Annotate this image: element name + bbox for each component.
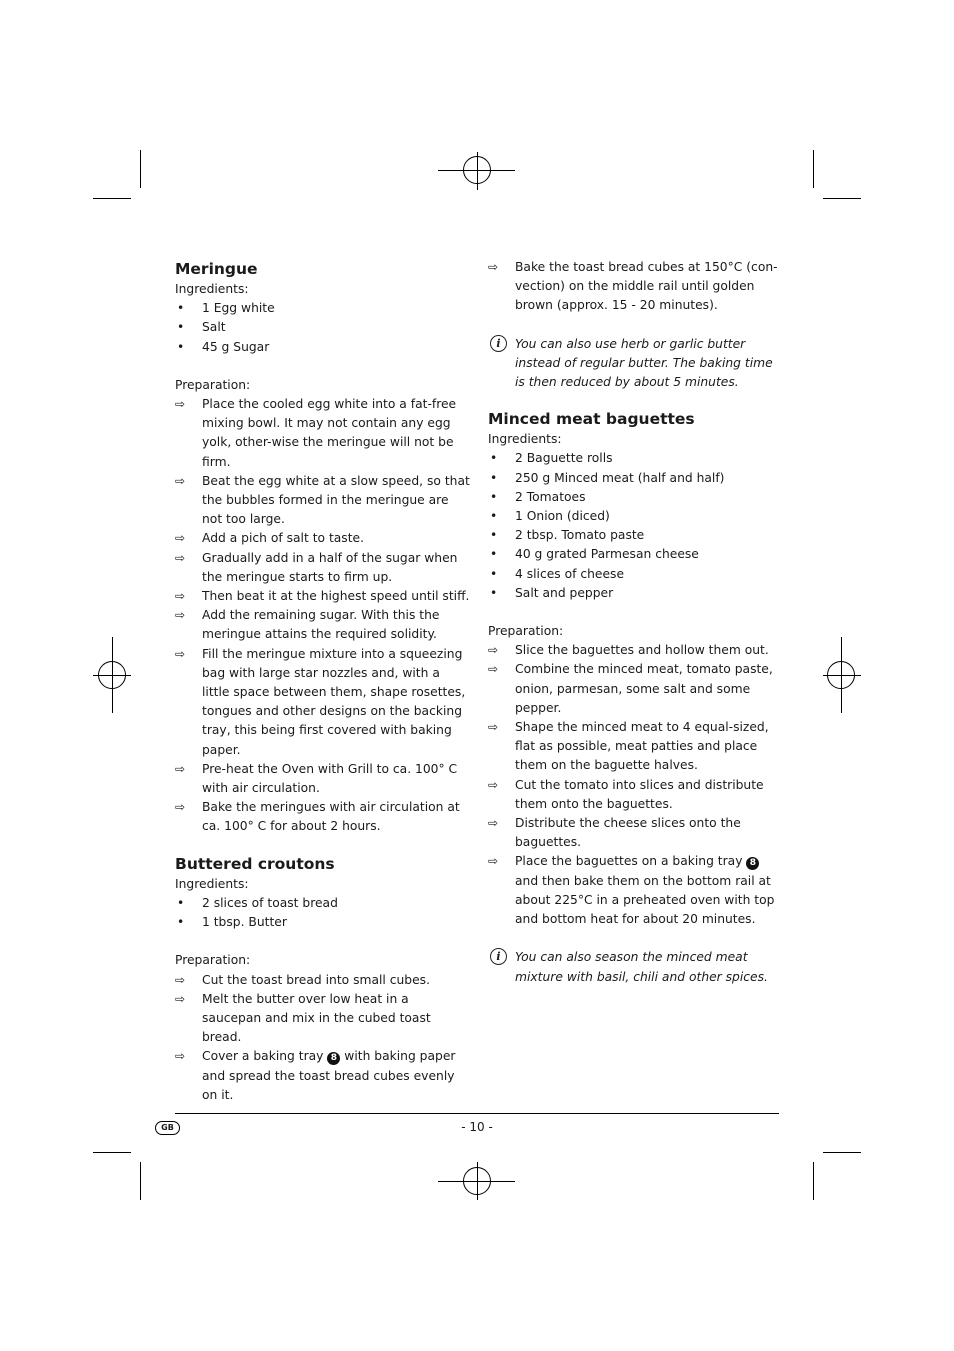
ingredients-label: Ingredients: — [175, 876, 249, 891]
step-item: ⇨ Gradually add in a half of the sugar when the meringue starts to firm up. — [175, 550, 458, 584]
step-item: ⇨ Fill the meringue mixture into a squeezing bag with large star nozzles and, with a little space between them, shape rosettes, tongues and other designs on the backing tray, this being first covered with baking paper. — [175, 646, 466, 757]
ingredients-label: Ingredients: — [175, 282, 249, 296]
list-item: • 1 tbsp. Butter — [175, 913, 470, 932]
right-column — [488, 258, 780, 987]
spacer — [175, 837, 470, 853]
spacer — [488, 392, 780, 408]
list-item: • 2 Baguette rolls — [488, 449, 780, 468]
preparation-label: Preparation: — [488, 624, 564, 639]
part-number-badge: 8 — [327, 1052, 340, 1065]
arrow-icon: ⇨ — [175, 589, 186, 604]
list-item: • 2 tbsp. Tomato paste — [488, 526, 780, 545]
step-item: ⇨ Beat the egg white at a slow speed, so that the bubbles formed in the meringue are not too large. — [175, 473, 470, 527]
arrow-icon: ⇨ — [175, 761, 186, 776]
step-item: ⇨ Melt the butter over low heat in a saucepan and mix in the cubed toast bread. — [175, 991, 431, 1045]
crop-mark — [93, 198, 131, 199]
crop-mark — [140, 150, 141, 188]
left-column — [175, 258, 470, 1105]
registration-circle — [463, 1167, 491, 1195]
info-note: i You can also use herb or garlic butter instead of regular butter. The baking time is then reduced by about 5 minutes. — [488, 335, 780, 393]
step-item: ⇨ Cut the toast bread into small cubes. — [175, 971, 470, 990]
crop-mark — [93, 1152, 131, 1153]
ingredients-list — [175, 299, 470, 357]
info-icon: i — [490, 335, 507, 352]
spacer — [175, 932, 470, 951]
ingredients-list — [488, 449, 780, 603]
info-icon: i — [490, 948, 507, 965]
spacer — [488, 929, 780, 948]
arrow-icon: ⇨ — [175, 800, 186, 815]
arrow-icon: ⇨ — [488, 854, 499, 869]
step-item: ⇨ Distribute the cheese slices onto the baguettes. — [488, 816, 741, 850]
list-item: • Salt — [175, 318, 470, 337]
arrow-icon: ⇨ — [175, 397, 186, 412]
registration-circle — [827, 661, 855, 689]
arrow-icon: ⇨ — [488, 260, 499, 274]
arrow-icon: ⇨ — [488, 643, 499, 658]
list-item: • 250 g Minced meat (half and half) — [488, 469, 780, 488]
crop-mark — [813, 150, 814, 188]
step-item: ⇨ Bake the meringues with air circulation at ca. 100° C for about 2 hours. — [175, 800, 460, 834]
step-item: ⇨ Then beat it at the highest speed until stiff. — [175, 587, 470, 606]
arrow-icon: ⇨ — [175, 991, 186, 1006]
step-item: ⇨ Slice the baguettes and hollow them out. — [488, 641, 780, 660]
crop-mark — [823, 198, 861, 199]
list-item: • 2 slices of toast bread — [175, 894, 470, 913]
step-item: ⇨ Shape the minced meat to 4 equal-sized, flat as possible, meat patties and place them on the baguette halves. — [488, 720, 769, 773]
step-item: ⇨ Pre-heat the Oven with Grill to ca. 100° C with air circulation. — [175, 761, 458, 796]
arrow-icon: ⇨ — [488, 662, 499, 677]
list-item: • 40 g grated Parmesan cheese — [488, 545, 780, 564]
registration-circle — [463, 156, 491, 184]
step-item: ⇨ Bake the toast bread cubes at 150°C (con-vection) on the middle rail until golden brown (approx. 15 - 20 minutes). — [488, 260, 778, 313]
info-note: i You can also season the minced meat mixture with basil, chili and other spices. — [488, 948, 780, 986]
list-item: • 45 g Sugar — [175, 338, 470, 357]
step-item: ⇨ Add a pich of salt to taste. — [175, 529, 470, 548]
croutons-title: Buttered croutons — [175, 854, 335, 873]
spacer — [488, 316, 780, 335]
arrow-icon: ⇨ — [175, 608, 186, 623]
list-item: • 1 Egg white — [175, 299, 470, 318]
arrow-icon: ⇨ — [488, 816, 499, 831]
arrow-icon: ⇨ — [175, 550, 186, 565]
arrow-icon: ⇨ — [175, 1049, 186, 1064]
crop-mark — [813, 1162, 814, 1200]
meringue-title: Meringue — [175, 260, 258, 278]
step-item: ⇨ Combine the minced meat, tomato paste, onion, parmesan, some salt and some pepper. — [488, 662, 773, 715]
crop-mark — [823, 1152, 861, 1153]
preparation-label: Preparation: — [175, 377, 251, 392]
step-item: ⇨ Place the cooled egg white into a fat-free mixing bowl. It may not contain any egg yolk, other-wise the meringue will not be firm. — [175, 397, 457, 469]
country-badge: GB — [155, 1121, 180, 1135]
list-item: • 2 Tomatoes — [488, 488, 780, 507]
arrow-icon: ⇨ — [175, 646, 186, 661]
registration-circle — [98, 661, 126, 689]
steps-list — [488, 641, 780, 929]
baguettes-title: Minced meat baguettes — [488, 410, 695, 429]
steps-list — [175, 971, 470, 1105]
footer-rule — [175, 1113, 779, 1114]
list-item: • Salt and pepper — [488, 584, 780, 603]
spacer — [175, 357, 470, 376]
step-item: ⇨ Cover a baking tray 8 with baking paper and spread the toast bread cubes evenly on it. — [175, 1049, 456, 1102]
ingredients-list — [175, 894, 470, 932]
arrow-icon: ⇨ — [488, 777, 499, 792]
arrow-icon: ⇨ — [175, 972, 186, 987]
ingredients-label: Ingredients: — [488, 432, 562, 447]
step-item: ⇨ Add the remaining sugar. With this the meringue attains the required solidity. — [175, 608, 440, 642]
arrow-icon: ⇨ — [175, 473, 186, 488]
list-item: • 1 Onion (diced) — [488, 507, 780, 526]
page-number: - 10 - — [461, 1120, 493, 1134]
steps-list — [488, 258, 780, 316]
arrow-icon: ⇨ — [175, 531, 186, 546]
list-item: • 4 slices of cheese — [488, 565, 780, 584]
spacer — [488, 603, 780, 622]
crop-mark — [140, 1162, 141, 1200]
arrow-icon: ⇨ — [488, 720, 499, 735]
step-item: ⇨ Place the baguettes on a baking tray 8 and then bake them on the bottom rail at about 225°C in a preheated oven with top and bottom heat for about 20 minutes. — [488, 854, 775, 927]
preparation-label: Preparation: — [175, 953, 251, 968]
steps-list — [175, 395, 470, 837]
part-number-badge: 8 — [746, 857, 759, 870]
step-item: ⇨ Cut the tomato into slices and distribute them onto the baguettes. — [488, 777, 764, 811]
